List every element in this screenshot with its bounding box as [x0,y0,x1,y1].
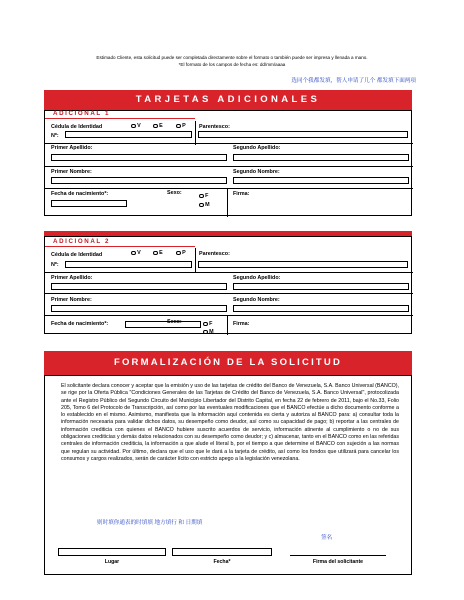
adicional-1-section [44,110,412,216]
date-format-note: *El formato de los campos de fecha es: dd/mm/aaaa [178,62,286,67]
segundo-apellido-field[interactable] [233,154,409,161]
primer-apellido-label: Primer Apellido: [51,145,93,151]
parentesco-field[interactable] [198,261,408,268]
adicional-1-underline [45,118,195,119]
sexo-f-radio[interactable]: F [199,193,208,199]
primer-nombre-field[interactable] [51,305,227,312]
row-divider [45,143,413,144]
declaration-text: El solicitante declara conocer y aceptar que la emisión y uso de las tarjetas de crédito del Banco de Venezuela, S.A. Banco Universal (BANCO), se rige por la Oferta Pública "Condiciones Generales de las Tarjetas de Crédito del Banco de Venezuela, S.A. Banco Universal", protocolizada ante el Registro Público del Segundo Circuito del Municipio Libertador del Distrito Capital, en fecha 22 de febrero de 2011, bajo el No.33, Folio 205, Tomo 6 del Protocolo de Transcripción, así como por las eventuales modificaciones que el BANCO efectúe a dicho documento conforme a lo establecido en el mismo. Asimismo, manifiesta que la información aquí contenida es cierta y autoriza al BANCO para: a) consultar toda la información necesaria para validar dichos datos, su desempeño como deudor, así como su capacidad de pago; b) reportar a las centrales de información crediticia con quienes el BANCO hubiere suscrito acuerdos de servicio, información atinente al cumplimiento o no de sus obligaciones crediticias y demás datos relacionados con su desempeño como deudor; y c) almacenar, tanto en el BANCO como en las referidas centrales de información crediticia, la información a que alude el literal b, por el tiempo a que determine el BANCO con sujeción a las normas que regulan su actividad. Por último, declara que el uso que le dará a la tarjeta de crédito, así como los fondos que utilizará para cancelar los consumos y cargos realizados, serán de carácter lícito con estricto apego a la legislación venezolana. [61,383,400,462]
parentesco-label: Parentesco: [199,124,230,130]
segundo-nombre-label: Segundo Nombre: [233,297,280,303]
cedula-type-v-radio[interactable]: V [131,123,141,129]
adicional-2-title: ADICIONAL 2 [53,238,111,245]
segundo-apellido-field[interactable] [233,283,409,290]
fecha-nacimiento-field[interactable] [125,321,201,328]
sexo-m-radio[interactable]: M [199,202,210,208]
row-divider [45,293,413,294]
divider [195,248,196,272]
segundo-nombre-field[interactable] [233,305,409,312]
parentesco-label: Parentesco: [199,251,230,257]
segundo-nombre-field[interactable] [233,177,409,184]
divider [227,188,228,217]
firma-label: Firma: [233,321,250,327]
firma-solicitante-label: Firma del solicitante [312,559,364,565]
lugar-field[interactable] [58,548,166,556]
divider [227,315,228,335]
cedula-number-label: Nº: [51,262,59,268]
sexo-label: Sexo: [167,190,182,196]
instructions-notice: Estimado Cliente, esta solicitud puede ser completada directamente sobre el formato o también puede ser impresa y llenada a mano. [96,55,368,60]
formalizacion-section [44,375,412,575]
formalizacion-header: FORMALIZACIÓN DE LA SOLICITUD [44,351,412,375]
row-divider [45,272,413,273]
sexo-m-radio[interactable]: M [203,329,214,335]
cedula-label: Cédula de Identidad [51,124,103,130]
sexo-f-radio[interactable]: F [203,321,212,327]
cedula-number-label: Nº: [51,133,59,139]
cedula-type-p-radio[interactable]: P [176,123,186,129]
segundo-nombre-label: Segundo Nombre: [233,169,280,175]
cedula-type-e-radio[interactable]: E [153,250,163,256]
firma-label: Firma: [233,191,250,197]
primer-apellido-field[interactable] [51,154,227,161]
cedula-label: Cédula de Identidad [51,252,103,258]
cedula-type-v-radio[interactable]: V [131,250,141,256]
primer-nombre-label: Primer Nombre: [51,297,92,303]
tarjetas-adicionales-header: TARJETAS ADICIONALES [44,90,412,110]
chinese-sign-note: 签名 [321,535,333,541]
row-divider [45,188,413,189]
divider [195,121,196,145]
row-divider [45,315,413,316]
primer-apellido-label: Primer Apellido: [51,275,93,281]
fecha-nacimiento-label: Fecha de nacimiento*: [51,191,109,197]
adicional-1-title: ADICIONAL 1 [53,110,111,117]
chinese-fill-instruction: 则时填你通表的时填填 地方填行 和 日期填 [97,520,203,526]
primer-apellido-field[interactable] [51,283,227,290]
primer-nombre-field[interactable] [51,177,227,184]
cedula-type-e-radio[interactable]: E [153,123,163,129]
cedula-number-field[interactable] [65,261,192,268]
segundo-apellido-label: Segundo Apellido: [233,275,281,281]
segundo-apellido-label: Segundo Apellido: [233,145,281,151]
row-divider [45,166,413,167]
chinese-annotation: 选同个我都发填，帮人申请了几个 都发填下面两项 [291,78,416,84]
cedula-type-p-radio[interactable]: P [176,250,186,256]
sexo-label: Sexo: [167,319,182,325]
adicional-2-underline [45,246,195,247]
fecha-nacimiento-label: Fecha de nacimiento*: [51,321,109,327]
signature-line[interactable] [290,555,386,556]
fecha-field[interactable] [172,548,272,556]
fecha-nacimiento-field[interactable] [51,200,127,207]
cedula-number-field[interactable] [65,131,192,138]
fecha-label: Fecha* [213,559,231,565]
lugar-label: Lugar [104,559,120,565]
parentesco-field[interactable] [198,131,408,138]
adicional-2-section [44,236,412,334]
primer-nombre-label: Primer Nombre: [51,169,92,175]
